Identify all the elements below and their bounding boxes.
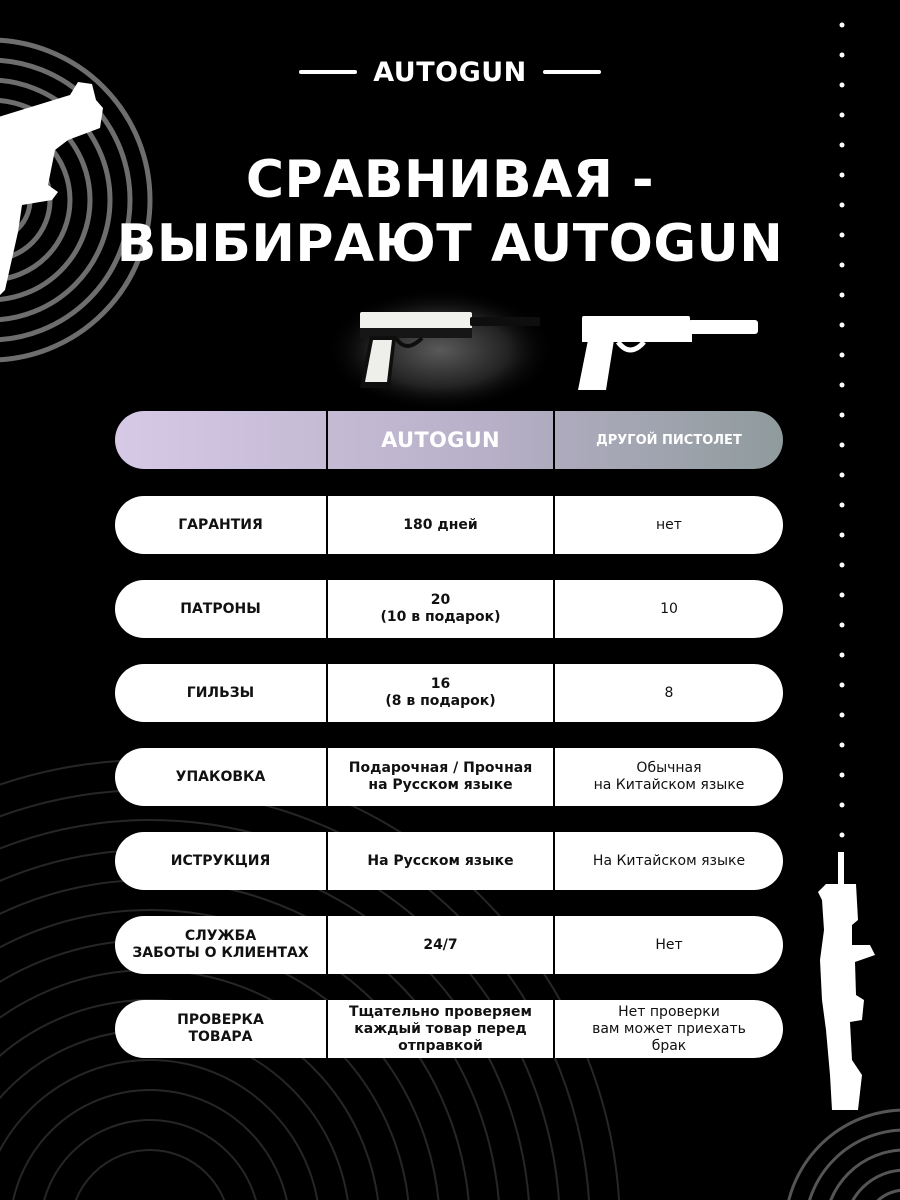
header-cell-autogun: AUTOGUN — [328, 411, 555, 469]
row-label: ПРОВЕРКА ТОВАРА — [115, 1000, 328, 1058]
brand-logo — [0, 52, 900, 92]
row-label: ГИЛЬЗЫ — [115, 664, 328, 722]
right-dot-column — [840, 23, 845, 838]
row-label: СЛУЖБА ЗАБОТЫ О КЛИЕНТАХ — [115, 916, 328, 974]
page-title-line1: СРАВНИВАЯ - — [245, 150, 655, 210]
table-row — [115, 748, 783, 806]
table-row — [115, 832, 783, 890]
bottom-right-rings — [785, 1110, 900, 1200]
row-other-value: Обычная на Китайском языке — [593, 760, 745, 793]
row-other-value: Нет — [655, 936, 683, 953]
bottom-left-rings — [0, 760, 620, 1200]
row-autogun-value: 24/7 — [328, 916, 555, 974]
row-autogun-value: На Русском языке — [328, 832, 555, 890]
row-label: УПАКОВКА — [115, 748, 328, 806]
row-label: ИСТРУКЦИЯ — [115, 832, 328, 890]
row-autogun-value: 20 (10 в подарок) — [328, 580, 555, 638]
other-pistol-silhouette-icon — [572, 310, 762, 395]
row-autogun-value: 180 дней — [328, 496, 555, 554]
table-row — [115, 1000, 783, 1058]
row-other-value: На Китайском языке — [592, 852, 746, 869]
header-cell-empty — [115, 411, 328, 469]
header-cell-other: ДРУГОЙ ПИСТОЛЕТ — [596, 432, 742, 448]
row-autogun-value: Подарочная / Прочная на Русском языке — [328, 748, 555, 806]
row-label: ГАРАНТИЯ — [115, 496, 328, 554]
table-row — [115, 664, 783, 722]
table-row — [115, 496, 783, 554]
logo-line-left — [299, 70, 357, 74]
logo-text: AUTOGUN — [373, 56, 527, 88]
row-other-value: 10 — [660, 600, 678, 617]
rifle-silhouette-icon — [818, 852, 875, 1110]
table-row — [115, 580, 783, 638]
logo-line-right — [543, 70, 601, 74]
page-title-line2: ВЫБИРАЮТ AUTOGUN — [116, 214, 784, 274]
page-title — [0, 148, 900, 276]
autogun-pistol-photo — [330, 290, 560, 410]
row-other-value: Нет проверки вам может приехать брак — [592, 1003, 746, 1054]
row-label: ПАТРОНЫ — [115, 580, 328, 638]
table-header — [115, 411, 783, 469]
row-other-value: нет — [656, 516, 682, 533]
row-other-value: 8 — [664, 684, 674, 701]
table-row — [115, 916, 783, 974]
row-autogun-value: 16 (8 в подарок) — [328, 664, 555, 722]
row-autogun-value: Тщательно проверяем каждый товар перед отправкой — [328, 1000, 555, 1058]
